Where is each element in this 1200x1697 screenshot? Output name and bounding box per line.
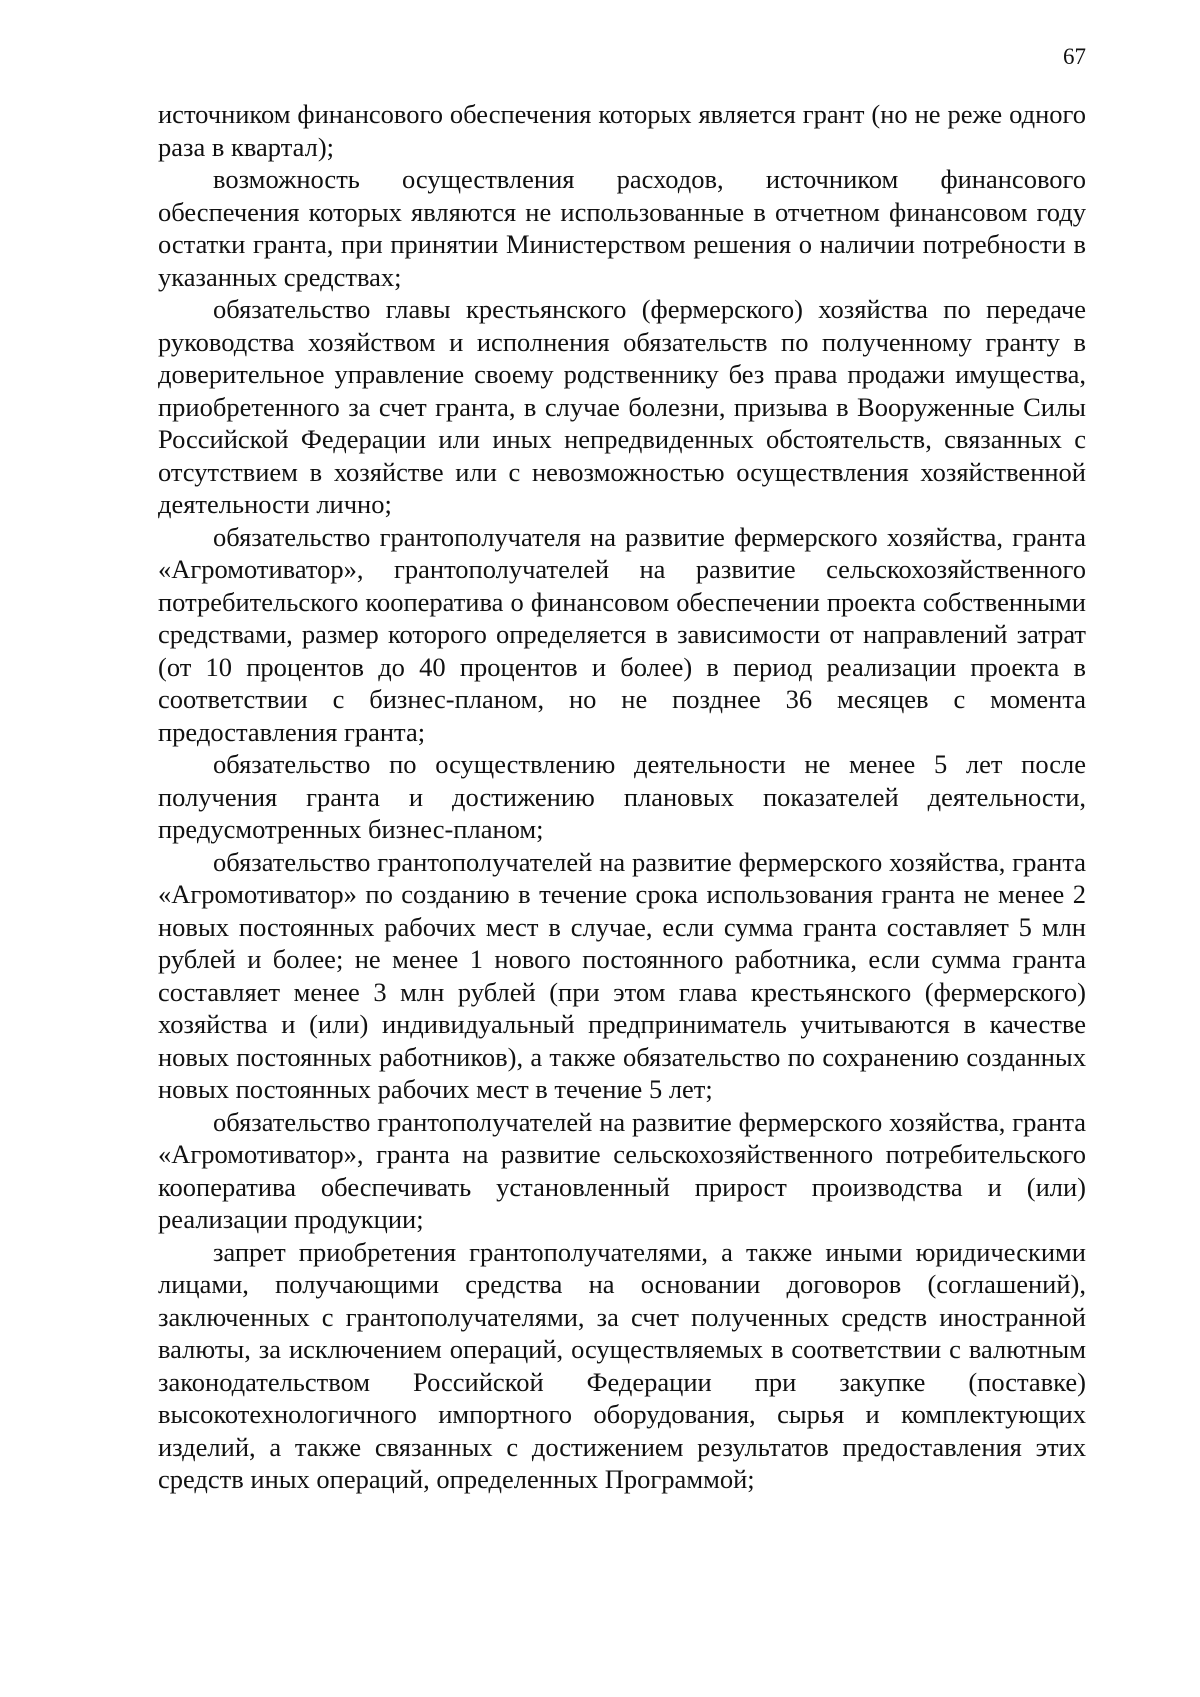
document-body: [158, 98, 1086, 1496]
paragraph-new-jobs: обязательство грантополучателей на развитие фермерского хозяйства, гранта «Агромотиватор» по созданию в течение срока использования гранта не менее 2 новых постоянных рабочих мест в случае, если сумма гранта составляет 5 млн рублей и более; не менее 1 нового постоянного работника, если сумма гранта составляет менее 3 млн рублей (при этом глава крестьянского (фермерского) хозяйства и (или) индивидуальный предприниматель учитываются в качестве новых постоянных работников), а также обязательство по сохранению созданных новых постоянных рабочих мест в течение 5 лет;: [158, 846, 1086, 1104]
paragraph-co-financing: обязательство грантополучателя на развитие фермерского хозяйства, гранта «Агромотиватор», грантополучателей на развитие сельскохозяйственного потребительского кооператива о финансовом обеспечении проекта собственными средствами, размер которого определяется в зависимости от направлений затрат (от 10 процентов до 40 процентов и более) в период реализации проекта в соответствии с бизнес-планом, но не позднее 36 месяцев с момента предоставления гранта;: [158, 521, 1086, 747]
paragraph-five-years-activity: обязательство по осуществлению деятельности не менее 5 лет после получения гранта и достижению плановых показателей деятельности, предусмотренных бизнес-планом;: [158, 749, 1086, 844]
paragraph-continuation: источником финансового обеспечения которых является грант (но не реже одного раза в квартал);: [158, 99, 1086, 162]
paragraph-currency-ban: запрет приобретения грантополучателями, а также иными юридическими лицами, получающими средства на основании договоров (соглашений), заключенных с грантополучателями, за счет полученных средств иностранной валюты, за исключением операций, осуществляемых в соответствии с валютным законодательством Российской Федерации при закупке (поставке) высокотехнологичного импортного оборудования, сырья и комплектующих изделий, а также связанных с достижением результатов предоставления этих средств иных операций, определенных Программой;: [158, 1236, 1086, 1494]
paragraph-unused-balance: возможность осуществления расходов, источником финансового обеспечения которых являются не использованные в отчетном финансовом году остатки гранта, при принятии Министерством решения о наличии потребности в указанных средствах;: [158, 164, 1086, 292]
page-number: 67: [1063, 44, 1086, 69]
paragraph-trust-management: обязательство главы крестьянского (фермерского) хозяйства по передаче руководства хозяйством и исполнения обязательств по полученному гранту в доверительное управление своему родственнику без права продажи имущества, приобретенного за счет гранта, в случае болезни, призыва в Вооруженные Силы Российской Федерации или иных непредвиденных обстоятельств, связанных с отсутствием в хозяйстве или с невозможностью осуществления хозяйственной деятельности лично;: [158, 294, 1086, 519]
paragraph-production-growth: обязательство грантополучателей на развитие фермерского хозяйства, гранта «Агромотиватор», гранта на развитие сельскохозяйственного потребительского кооператива обеспечивать установленный прирост производства и (или) реализации продукции;: [158, 1106, 1086, 1234]
